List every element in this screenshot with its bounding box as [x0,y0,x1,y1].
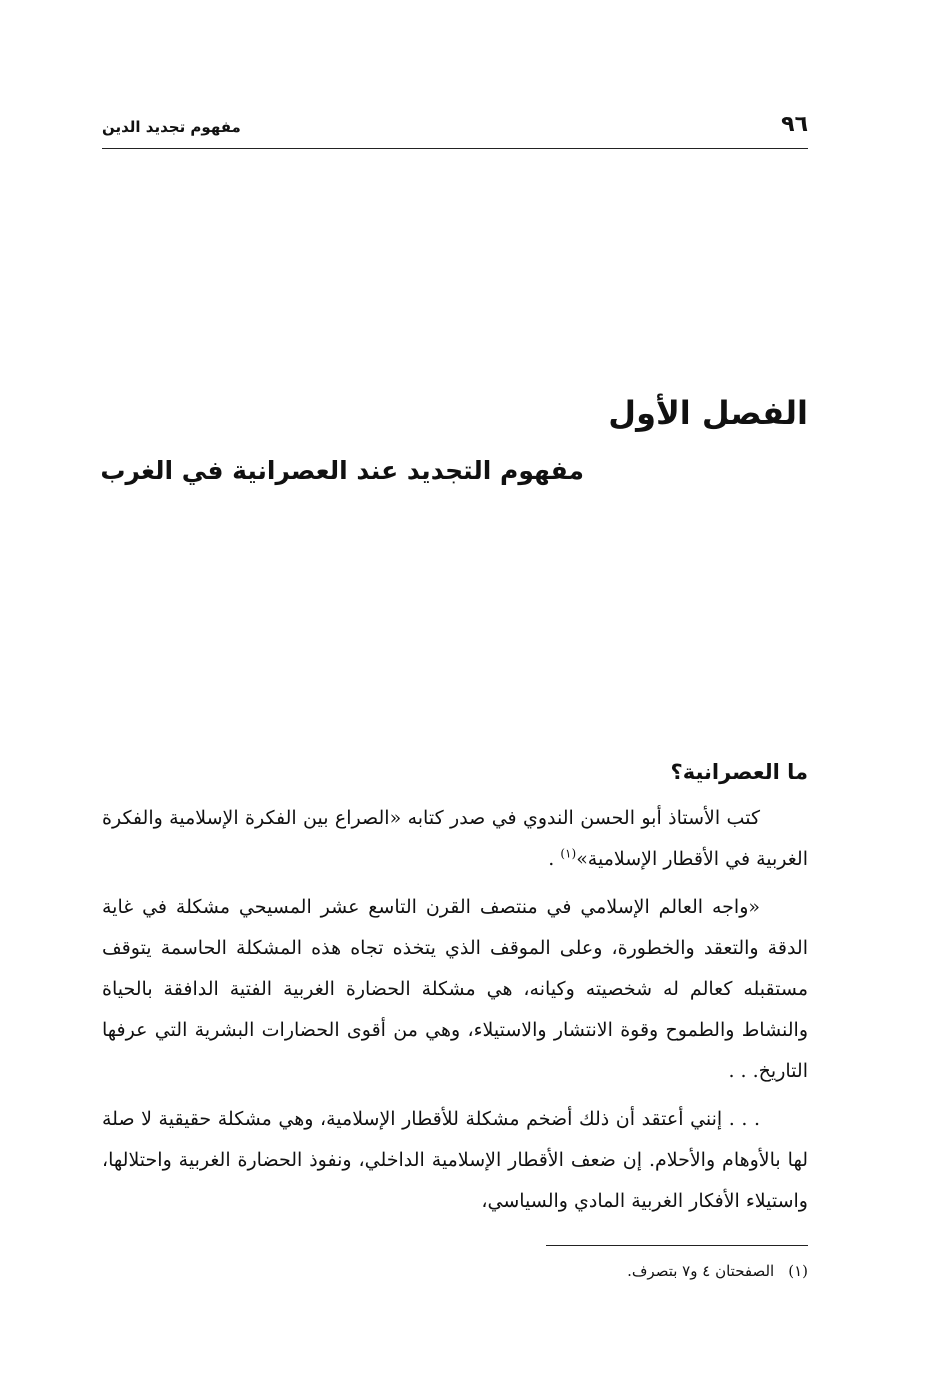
chapter-label: الفصل الأول [608,394,808,432]
running-title: مفهوم تجديد الدين [102,118,241,136]
paragraph-1 [102,798,808,880]
page-number: ٩٦ [781,112,808,137]
paragraph-1-text: كتب الأستاذ أبو الحسن الندوي في صدر كتابه «الصراع بين الفكرة الإسلامية والفكرة الغربية في الأقطار الإسلامية» [102,807,808,870]
paragraph-3: . . . إنني أعتقد أن ذلك أضخم مشكلة للأقطار الإسلامية، وهي مشكلة حقيقية لا صلة لها بالأوهام والأحلام. إن ضعف الأقطار الإسلامية الداخلي، ونفوذ الحضارة الغربية واحتلالها، واستيلاء الأفكار الغربية المادي والسياسي، [102,1108,808,1212]
footnote-text: الصفحتان ٤ و٧ بتصرف. [627,1262,775,1280]
chapter-title: مفهوم التجديد عند العصرانية في الغرب [100,456,584,485]
paragraph-1-end: . [548,848,561,870]
paragraph-2: «واجه العالم الإسلامي في منتصف القرن التاسع عشر المسيحي مشكلة في غاية الدقة والتعقد والخطورة، وعلى الموقف الذي يتخذه تجاه هذه المشكلة الحاسمة يتوقف مستقبله كعالم له شخصيته وكيانه، هي مشكلة الحضارة الغربية الفتية الدافقة بالحياة والنشاط والطموح وقوة الانتشار والاستيلاء، وهي من أقوى الحضارات البشرية التي عرفها التاريخ. . . [102,896,809,1082]
body-text [102,798,808,1229]
footnote-reference[interactable]: (١) [560,846,577,861]
footnote-divider [546,1245,808,1246]
footnote-number: (١) [788,1262,808,1280]
section-heading: ما العصرانية؟ [670,760,808,784]
running-header [102,112,808,149]
footnote [627,1262,808,1280]
